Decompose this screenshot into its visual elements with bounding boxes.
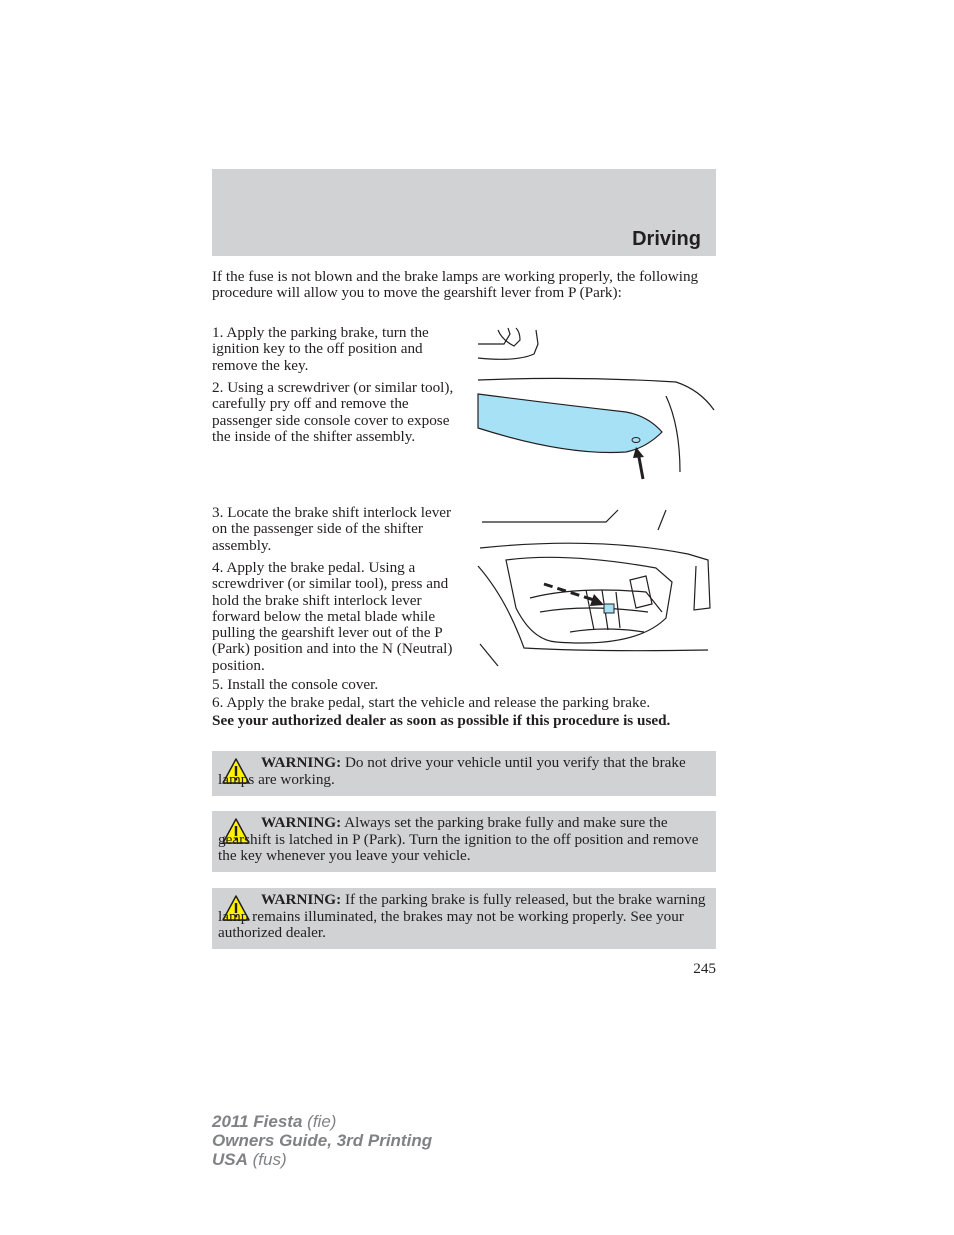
- step-2: 2. Using a screwdriver (or similar tool), carefully pry off and remove the passenger side console cover to expose the inside of the shifter assembly.: [212, 379, 454, 445]
- intro-paragraph: If the fuse is not blown and the brake lamps are working properly, the following procedure will allow you to move the gearshift lever from P (Park):: [212, 268, 699, 302]
- warning-label: WARNING:: [261, 814, 342, 831]
- footer-market-code: (fus): [252, 1150, 287, 1169]
- footer-model-code: (fie): [307, 1112, 337, 1131]
- warning-message: [218, 892, 706, 942]
- warning-text: Always set the parking brake fully and make sure the gearshift is latched in P (Park). Turn the ignition to the off position and remove the key whenever you leave your vehicle.: [218, 814, 699, 864]
- step-4: 4. Apply the brake pedal. Using a screwdriver (or similar tool), press and hold the brake shift interlock lever forward below the metal blade while pulling the gearshift lever out of the P (Park) position and into the N (Neutral) position.: [212, 559, 453, 674]
- step-3: 3. Locate the brake shift interlock lever on the passenger side of the shifter assembly.: [212, 504, 452, 554]
- warning-message: [218, 815, 706, 865]
- warning-box: [212, 811, 716, 872]
- warning-label: WARNING:: [261, 891, 342, 908]
- warning-text: If the parking brake is fully released, but the brake warning lamp remains illuminated, the brakes may not be working properly. See your authorized dealer.: [218, 891, 706, 941]
- page-number: 245: [693, 960, 716, 977]
- section-title: Driving: [632, 228, 701, 250]
- step-1: 1. Apply the parking brake, turn the ignition key to the off position and remove the key.: [212, 324, 429, 374]
- section-header: [212, 169, 716, 256]
- footer: [212, 1112, 432, 1169]
- warning-box: [212, 888, 716, 949]
- footer-market: USA: [212, 1150, 248, 1169]
- step-6: 6. Apply the brake pedal, start the vehicle and release the parking brake.: [212, 694, 651, 711]
- warning-label: WARNING:: [261, 754, 342, 771]
- footer-guide: Owners Guide, 3rd Printing: [212, 1131, 433, 1150]
- shifter-interlock-illustration: [476, 508, 716, 668]
- warning-message: [218, 755, 706, 788]
- step-5: 5. Install the console cover.: [212, 676, 379, 693]
- console-cover-illustration: [476, 326, 716, 486]
- dealer-note: See your authorized dealer as soon as possible if this procedure is used.: [212, 712, 671, 729]
- footer-model: 2011 Fiesta: [212, 1112, 303, 1131]
- warning-text: Do not drive your vehicle until you verify that the brake lamps are working.: [218, 754, 686, 788]
- warning-box: [212, 751, 716, 796]
